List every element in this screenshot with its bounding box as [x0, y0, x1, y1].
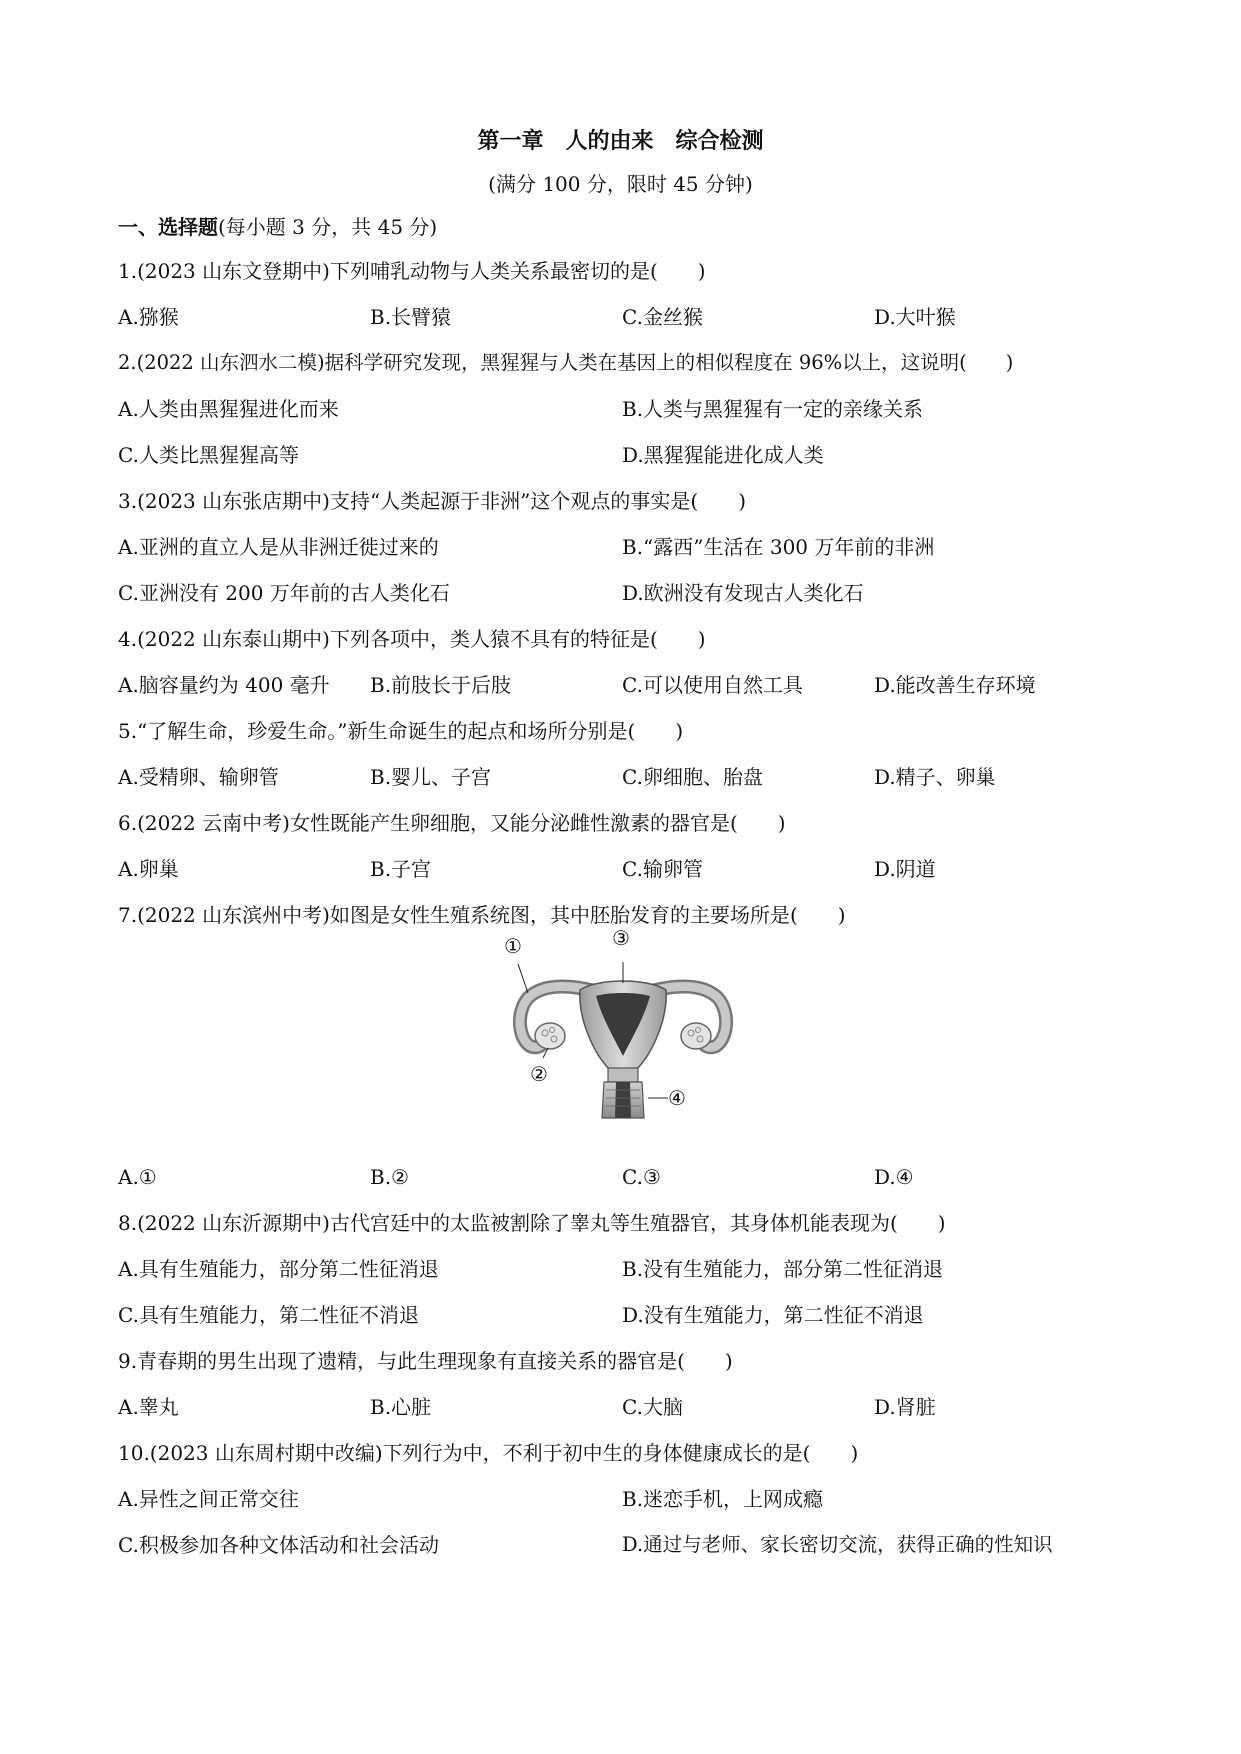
- question-stem: 10.(2023 山东周村期中改编)下列行为中，不利于初中生的身体健康成长的是( ): [118, 1441, 859, 1465]
- option-d[interactable]: D.阴道: [874, 857, 936, 881]
- option-c[interactable]: C.输卵管: [622, 857, 703, 881]
- option-a[interactable]: A.①: [118, 1165, 157, 1189]
- option-a[interactable]: A.猕猴: [118, 305, 179, 329]
- option-b[interactable]: B.没有生殖能力，部分第二性征消退: [622, 1257, 944, 1281]
- section-heading: [118, 214, 437, 240]
- figure-label-2: ②: [530, 1062, 548, 1086]
- option-b[interactable]: B.长臂猿: [370, 305, 452, 329]
- option-c[interactable]: C.积极参加各种文体活动和社会活动: [118, 1533, 439, 1557]
- option-b[interactable]: B.“露西”生活在 300 万年前的非洲: [622, 535, 935, 559]
- option-d[interactable]: D.能改善生存环境: [874, 673, 1036, 697]
- question-stem: 7.(2022 山东滨州中考)如图是女性生殖系统图，其中胚胎发育的主要场所是( ): [118, 903, 846, 927]
- page-subtitle: (满分 100 分，限时 45 分钟): [488, 172, 753, 196]
- option-a[interactable]: A.人类由黑猩猩进化而来: [118, 397, 339, 421]
- option-b[interactable]: B.迷恋手机，上网成瘾: [622, 1487, 824, 1511]
- option-a[interactable]: A.亚洲的直立人是从非洲迁徙过来的: [118, 535, 439, 559]
- figure-label-1: ①: [504, 934, 522, 958]
- figure-label-3: ③: [612, 926, 630, 950]
- question-stem: 1.(2023 山东文登期中)下列哺乳动物与人类关系最密切的是( ): [118, 259, 706, 283]
- question-stem: 5.“了解生命，珍爱生命。”新生命诞生的起点和场所分别是( ): [118, 719, 684, 743]
- female-reproductive-system-figure: [504, 926, 738, 1120]
- question-stem: 4.(2022 山东泰山期中)下列各项中，类人猿不具有的特征是( ): [118, 627, 706, 651]
- option-b[interactable]: B.心脏: [370, 1395, 432, 1419]
- option-d[interactable]: D.精子、卵巢: [874, 765, 996, 789]
- option-b[interactable]: B.人类与黑猩猩有一定的亲缘关系: [622, 397, 924, 421]
- option-c[interactable]: C.金丝猴: [622, 305, 703, 329]
- option-a[interactable]: A.具有生殖能力，部分第二性征消退: [118, 1257, 439, 1281]
- option-c[interactable]: C.③: [622, 1165, 661, 1189]
- question-stem: 9.青春期的男生出现了遗精，与此生理现象有直接关系的器官是( ): [118, 1349, 733, 1373]
- question-stem: 8.(2022 山东沂源期中)古代宫廷中的太监被割除了睾丸等生殖器官，其身体机能表现为( ): [118, 1211, 946, 1235]
- option-c[interactable]: C.大脑: [622, 1395, 683, 1419]
- figure-label-4: ④: [668, 1086, 686, 1110]
- page-title: 第一章 人的由来 综合检测: [477, 129, 764, 154]
- question-stem: 2.(2022 山东泗水二模)据科学研究发现，黑猩猩与人类在基因上的相似程度在 96%以上，这说明( ): [118, 351, 1014, 374]
- option-d[interactable]: D.黑猩猩能进化成人类: [622, 443, 824, 467]
- option-c[interactable]: C.可以使用自然工具: [622, 673, 803, 697]
- option-d[interactable]: D.通过与老师、家长密切交流，获得正确的性知识: [622, 1533, 1053, 1556]
- option-b[interactable]: B.前肢长于后肢: [370, 673, 512, 697]
- option-c[interactable]: C.卵细胞、胎盘: [622, 765, 763, 789]
- question-stem: 6.(2022 云南中考)女性既能产生卵细胞，又能分泌雌性激素的器官是( ): [118, 811, 786, 835]
- option-b[interactable]: B.婴儿、子宫: [370, 765, 492, 789]
- option-a[interactable]: A.脑容量约为 400 毫升: [118, 673, 330, 697]
- question-stem: 3.(2023 山东张店期中)支持“人类起源于非洲”这个观点的事实是( ): [118, 489, 746, 513]
- option-b[interactable]: B.②: [370, 1165, 409, 1189]
- option-a[interactable]: A.卵巢: [118, 857, 179, 881]
- option-a[interactable]: A.睾丸: [118, 1395, 179, 1419]
- option-c[interactable]: C.人类比黑猩猩高等: [118, 443, 299, 467]
- option-d[interactable]: D.欧洲没有发现古人类化石: [622, 581, 864, 605]
- option-c[interactable]: C.具有生殖能力，第二性征不消退: [118, 1303, 419, 1327]
- option-d[interactable]: D.没有生殖能力，第二性征不消退: [622, 1303, 924, 1327]
- option-a[interactable]: A.受精卵、输卵管: [118, 765, 279, 789]
- option-d[interactable]: D.大叶猴: [874, 305, 956, 329]
- option-a[interactable]: A.异性之间正常交往: [118, 1487, 299, 1511]
- section-title: 一、选择题: [118, 215, 218, 239]
- section-note: (每小题 3 分，共 45 分): [218, 215, 438, 239]
- option-d[interactable]: D.④: [874, 1165, 914, 1189]
- option-d[interactable]: D.肾脏: [874, 1395, 936, 1419]
- option-b[interactable]: B.子宫: [370, 857, 432, 881]
- option-c[interactable]: C.亚洲没有 200 万年前的古人类化石: [118, 581, 450, 605]
